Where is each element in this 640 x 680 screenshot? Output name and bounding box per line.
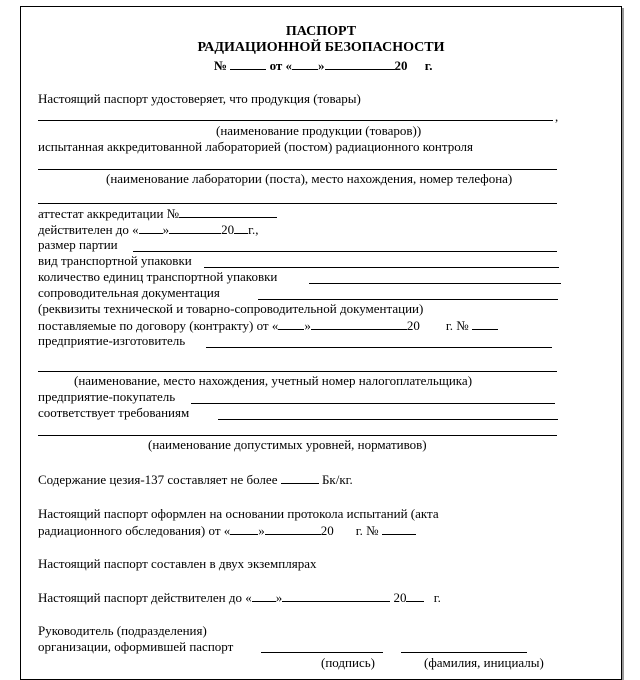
- meets-field-2[interactable]: [38, 435, 557, 436]
- meets-field[interactable]: [218, 419, 558, 420]
- lab-hint: (наименование лаборатории (поста), место нахождения, номер телефона): [106, 171, 513, 186]
- head-line-1: Руководитель (подразделения): [38, 623, 207, 638]
- passport-valid-month-field[interactable]: [282, 589, 390, 602]
- passport-valid-year-field[interactable]: [406, 589, 424, 602]
- basis-line-1: Настоящий паспорт оформлен на основании протокола испытаний (акта: [38, 506, 439, 521]
- lab-name-field-1[interactable]: [38, 169, 557, 170]
- product-hint: (наименование продукции (товаров)): [216, 123, 422, 138]
- basis-day-field[interactable]: [230, 522, 258, 535]
- product-name-field[interactable]: [38, 120, 553, 121]
- title-line-1: ПАСПОРТ: [285, 24, 357, 39]
- number-blank[interactable]: [230, 57, 266, 70]
- tested-by-text: испытанная аккредитованной лабораторией (постом) радиационного контроля: [38, 139, 474, 154]
- maker-field-2[interactable]: [38, 371, 557, 372]
- intro-text: Настоящий паспорт удостоверяет, что продукция (товары): [38, 91, 361, 106]
- units-label: количество единиц транспортной упаковки: [38, 269, 278, 284]
- valid-month-field[interactable]: [169, 221, 221, 234]
- meets-label: соответствует требованиям: [38, 405, 190, 420]
- buyer-label: предприятие-покупатель: [38, 389, 176, 404]
- basis-line-2: радиационного обследования) от « » 20 г. №: [38, 522, 416, 539]
- attestat-number-field[interactable]: [179, 205, 277, 218]
- signature-hint: (подпись): [321, 655, 375, 670]
- valid-to-line: действителен до « » 20 г.,: [38, 222, 259, 237]
- attestat-line: аттестат аккредитации №: [38, 205, 277, 222]
- valid-year-field[interactable]: [234, 221, 248, 234]
- month-blank[interactable]: [325, 57, 395, 70]
- cesium-line: Содержание цезия-137 составляет не более Бк/кг.: [38, 472, 353, 487]
- comma: ,: [555, 109, 559, 124]
- basis-number-field[interactable]: [382, 522, 416, 535]
- units-field[interactable]: [309, 283, 561, 284]
- levels-hint: (наименование допустимых уровней, нормативов): [148, 437, 427, 452]
- passport-valid-day-field[interactable]: [252, 589, 276, 602]
- batch-label: размер партии: [38, 237, 118, 252]
- docs-hint: (реквизиты технической и товарно-сопроводительной документации): [38, 301, 424, 316]
- passport-valid-line: Настоящий паспорт действителен до « » 20 г.: [38, 590, 441, 605]
- basis-month-field[interactable]: [265, 522, 321, 535]
- package-field[interactable]: [204, 267, 559, 268]
- contract-line: поставляемые по договору (контракту) от « » 20 г. №: [38, 317, 498, 334]
- buyer-field[interactable]: [191, 403, 555, 404]
- maker-hint: (наименование, место нахождения, учетный номер налогоплательщика): [74, 373, 473, 388]
- package-label: вид транспортной упаковки: [38, 253, 192, 268]
- contract-number-field[interactable]: [472, 317, 498, 330]
- contract-month-field[interactable]: [311, 317, 407, 330]
- day-blank[interactable]: [292, 57, 318, 70]
- maker-label: предприятие-изготовитель: [38, 333, 186, 348]
- valid-day-field[interactable]: [139, 221, 163, 234]
- fullname-hint: (фамилия, инициалы): [424, 655, 544, 670]
- head-line-2: организации, оформившей паспорт: [38, 639, 234, 654]
- lab-name-field-2[interactable]: [38, 203, 557, 204]
- cesium-value-field[interactable]: [281, 471, 319, 484]
- docs-field[interactable]: [258, 299, 558, 300]
- signature-field[interactable]: [261, 652, 383, 653]
- docs-label: сопроводительная документация: [38, 285, 220, 300]
- maker-field[interactable]: [206, 347, 552, 348]
- fullname-field[interactable]: [401, 652, 527, 653]
- batch-field[interactable]: [133, 251, 557, 252]
- passport-form: [20, 6, 622, 680]
- copies-text: Настоящий паспорт составлен в двух экземплярах: [38, 556, 317, 571]
- title-line-2: РАДИАЦИОННОЙ БЕЗОПАСНОСТИ: [197, 40, 445, 55]
- passport-number-line: № от « » 20 г.: [214, 58, 433, 73]
- contract-day-field[interactable]: [278, 317, 304, 330]
